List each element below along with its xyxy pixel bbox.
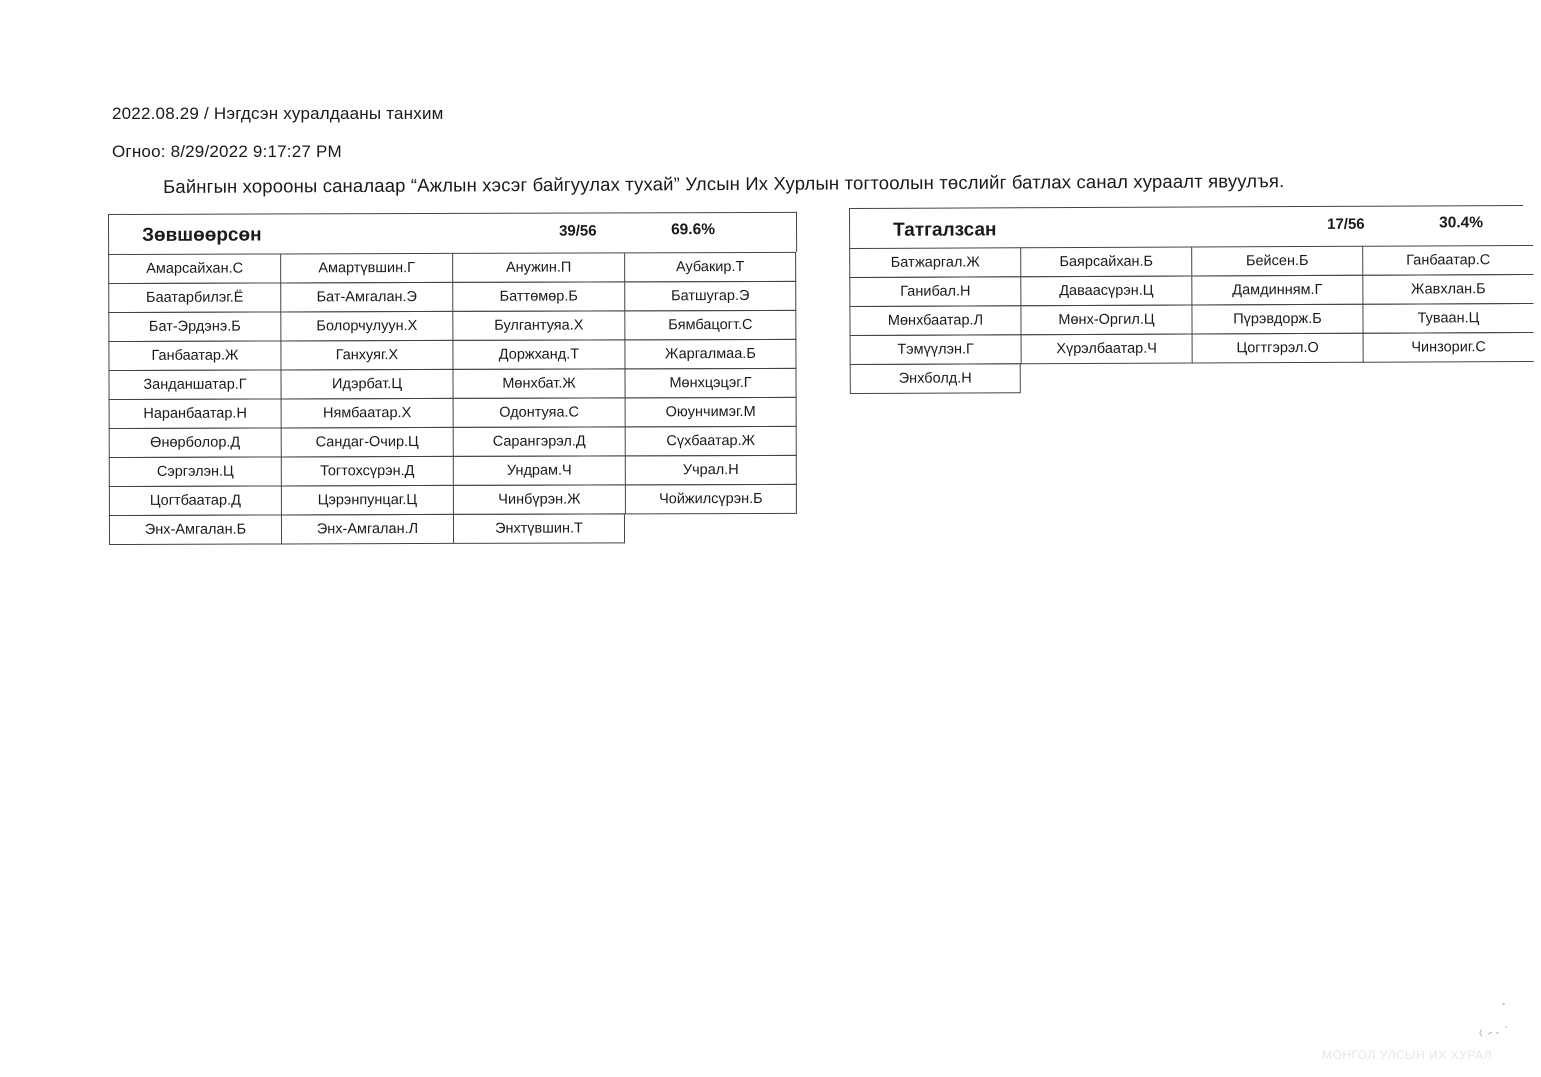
- rejected-member-name: Пүрэвдорж.Б: [1191, 304, 1362, 335]
- rejected-member-name: Жавхлан.Б: [1362, 274, 1533, 305]
- approved-member-name: Баатарбилэг.Ё: [108, 282, 280, 313]
- approved-member-name: Амартүвшин.Г: [280, 253, 452, 284]
- rejected-votes-table: [849, 205, 1534, 393]
- approved-member-name: Ундрам.Ч: [453, 455, 625, 486]
- parliament-stamp: МОНГОЛ УЛСЫН ИХ ХУРАЛ: [1322, 1048, 1493, 1062]
- approved-member-name: Чойжилсүрэн.Б: [625, 484, 797, 515]
- approved-member-name: Оюунчимэг.М: [625, 397, 797, 428]
- approved-member-name: Сэргэлэн.Ц: [109, 456, 281, 487]
- approved-member-name: Тогтохсүрэн.Д: [281, 456, 453, 487]
- rejected-member-name: Мөнхбаатар.Л: [849, 305, 1020, 336]
- approved-member-name: Энхтүвшин.Т: [453, 513, 625, 544]
- approved-member-name: Баттөмөр.Б: [452, 281, 624, 312]
- approved-member-name: Цэрэнпунцаг.Ц: [281, 485, 453, 516]
- approved-member-name: Сарангэрэл.Д: [453, 426, 625, 457]
- signature-mark: [1474, 1000, 1510, 1040]
- approved-member-name: Өнөрболор.Д: [109, 427, 281, 458]
- approved-member-name: Амарсайхан.С: [108, 253, 280, 284]
- approved-member-name: Чинбүрэн.Ж: [453, 484, 625, 515]
- approved-member-name: Мөнхцэцэг.Г: [624, 368, 796, 399]
- approved-member-name: Аубакир.Т: [624, 252, 796, 283]
- approved-percent: 69.6%: [671, 221, 716, 239]
- approved-member-name: Сүхбаатар.Ж: [625, 426, 797, 457]
- approved-member-name: Болорчулуун.Х: [280, 311, 452, 342]
- approved-header: [108, 212, 797, 254]
- approved-title: Зөвшөөрсөн: [142, 224, 262, 246]
- approved-member-name: Булгантуяа.Х: [452, 310, 624, 341]
- approved-member-name: Бат-Эрдэнэ.Б: [108, 311, 280, 342]
- rejected-member-name: Ганбаатар.С: [1362, 245, 1533, 276]
- approved-votes-table: [108, 212, 798, 544]
- rejected-member-name: Дамдинням.Г: [1191, 275, 1362, 306]
- rejected-member-name: Чинзориг.С: [1363, 332, 1534, 363]
- vote-timestamp: Огноо: 8/29/2022 9:17:27 PM: [112, 142, 342, 161]
- rejected-title: Татгалзсан: [893, 219, 997, 241]
- rejected-member-name: Цогтгэрэл.О: [1192, 333, 1363, 364]
- rejected-member-name: Хүрэлбаатар.Ч: [1021, 334, 1192, 365]
- approved-member-name: Бямбацогт.С: [624, 310, 796, 341]
- approved-count: 39/56: [559, 222, 597, 240]
- rejected-member-name: Ганибал.Н: [849, 276, 1020, 307]
- approved-member-name: Ганхуяг.Х: [280, 340, 452, 371]
- rejected-member-name: Батжаргал.Ж: [849, 247, 1020, 278]
- rejected-names-grid: [849, 245, 1534, 393]
- approved-member-name: Жаргалмаа.Б: [624, 339, 796, 370]
- rejected-member-name: Даваасүрэн.Ц: [1020, 276, 1191, 307]
- rejected-count: 17/56: [1327, 215, 1365, 233]
- approved-member-name: Одонтуяа.С: [453, 397, 625, 428]
- approved-member-name: Занданшатар.Г: [108, 369, 280, 400]
- rejected-member-name: Энхболд.Н: [850, 363, 1021, 394]
- approved-member-name: Сандаг-Очир.Ц: [281, 427, 453, 458]
- rejected-member-name: Бейсен.Б: [1191, 246, 1362, 277]
- approved-member-name: Мөнхбат.Ж: [452, 368, 624, 399]
- rejected-percent: 30.4%: [1439, 214, 1484, 232]
- date-location-line: 2022.08.29 / Нэгдсэн хуралдааны танхим: [112, 104, 444, 123]
- rejected-member-name: Туваан.Ц: [1362, 303, 1533, 334]
- approved-member-name: Энх-Амгалан.Л: [281, 514, 453, 545]
- approved-member-name: Цогтбаатар.Д: [109, 485, 281, 516]
- approved-member-name: Нямбаатар.Х: [281, 398, 453, 429]
- approved-member-name: Бат-Амгалан.Э: [280, 282, 452, 313]
- approved-member-name: Идэрбат.Ц: [280, 369, 452, 400]
- motion-text: Байнгын хорооны саналаар “Ажлын хэсэг байгуулах тухай” Улсын Их Хурлын тогтоолын төслийг батлах санал хураалт явуулъя.: [163, 170, 1285, 197]
- rejected-member-name: Тэмүүлэн.Г: [850, 334, 1021, 365]
- approved-member-name: Наранбаатар.Н: [109, 398, 281, 429]
- rejected-header: [849, 205, 1523, 248]
- rejected-member-name: Мөнх-Оргил.Ц: [1020, 305, 1191, 336]
- approved-names-grid: [108, 252, 798, 544]
- approved-member-name: Ганбаатар.Ж: [108, 340, 280, 371]
- approved-member-name: Анужин.П: [452, 252, 624, 283]
- approved-member-name: Батшугар.Э: [624, 281, 796, 312]
- rejected-member-name: Баярсайхан.Б: [1020, 247, 1191, 278]
- approved-member-name: Энх-Амгалан.Б: [109, 514, 281, 545]
- approved-member-name: Учрал.Н: [625, 455, 797, 486]
- approved-member-name: Доржханд.Т: [452, 339, 624, 370]
